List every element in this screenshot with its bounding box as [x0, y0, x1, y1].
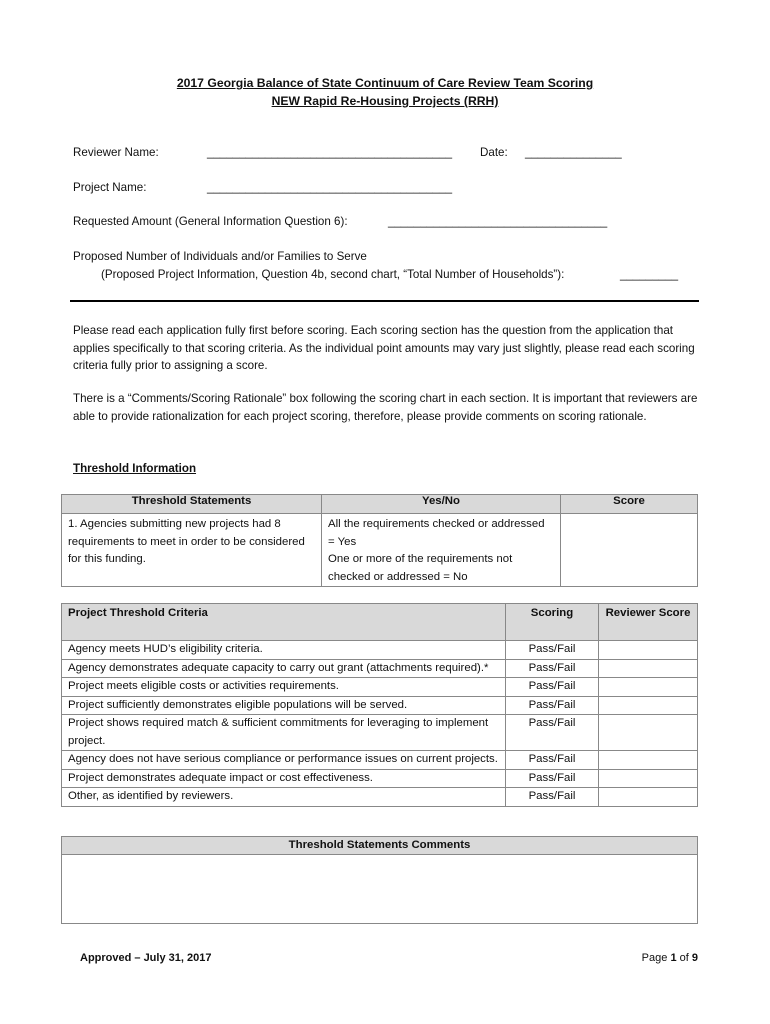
instructions-paragraph-2: There is a “Comments/Scoring Rationale” box following the scoring chart in each section. It is important that reviewers are able to provide rationalization for each project scoring, therefore, please provide comments on scoring rationale.: [73, 392, 698, 423]
date-field[interactable]: _______________: [525, 146, 622, 159]
reviewer-score-cell[interactable]: [599, 788, 698, 807]
reviewer-score-cell[interactable]: [599, 678, 698, 697]
requested-amount-label: Requested Amount (General Information Question 6):: [73, 215, 348, 228]
table-row: [62, 788, 698, 807]
table-row: [62, 715, 698, 751]
threshold-col-score: Score: [561, 495, 698, 514]
document-title: 2017 Georgia Balance of State Continuum of Care Review Team Scoring: [176, 76, 594, 90]
criteria-text: Agency meets HUD’s eligibility criteria.: [62, 641, 506, 660]
instructions-paragraph-1: Please read each application fully first before scoring. Each scoring section has the question from the application that applies specifically to that scoring criteria. As the individual point amounts may vary just slightly, please read each scoring criteria fully prior to assigning a score.: [73, 324, 695, 372]
criteria-text: Agency demonstrates adequate capacity to carry out grant (attachments required).*: [62, 659, 506, 678]
page-number: [642, 952, 698, 964]
threshold-table: [61, 494, 698, 587]
reviewer-name-label: Reviewer Name:: [73, 146, 159, 159]
reviewer-score-cell[interactable]: [599, 769, 698, 788]
reviewer-score-cell[interactable]: [599, 641, 698, 660]
table-row: [62, 696, 698, 715]
page-of: of: [679, 952, 689, 964]
threshold-yes-text: All the requirements checked or addressed = Yes: [328, 518, 545, 548]
requested-amount-field[interactable]: __________________________________: [388, 215, 608, 228]
threshold-heading: Threshold Information: [73, 462, 197, 475]
criteria-col-criteria: Project Threshold Criteria: [62, 604, 506, 641]
table-row: [62, 678, 698, 697]
page-total: 9: [691, 952, 698, 964]
table-row: [62, 641, 698, 660]
page-prefix: Page: [641, 952, 668, 964]
proposed-number-label: Proposed Number of Individuals and/or Families to Serve: [73, 250, 367, 263]
criteria-scoring: Pass/Fail: [506, 769, 599, 788]
project-name-label: Project Name:: [73, 181, 147, 194]
criteria-scoring: Pass/Fail: [506, 641, 599, 660]
criteria-scoring: Pass/Fail: [506, 678, 599, 697]
criteria-table: [61, 603, 698, 807]
criteria-col-scoring: Scoring: [506, 604, 599, 641]
page-current: 1: [670, 952, 677, 964]
threshold-no-text: One or more of the requirements not checked or addressed = No: [328, 553, 513, 583]
reviewer-score-cell[interactable]: [599, 696, 698, 715]
criteria-scoring: Pass/Fail: [506, 696, 599, 715]
threshold-col-yes-no: Yes/No: [322, 495, 561, 514]
reviewer-score-cell[interactable]: [599, 751, 698, 770]
section-divider: [70, 300, 699, 302]
proposed-number-field[interactable]: _________: [620, 268, 679, 281]
criteria-scoring: Pass/Fail: [506, 788, 599, 807]
criteria-scoring: Pass/Fail: [506, 659, 599, 678]
table-row: [62, 659, 698, 678]
document-subtitle: NEW Rapid Re-Housing Projects (RRH): [271, 94, 499, 108]
comments-box[interactable]: [62, 855, 698, 924]
criteria-text: Project meets eligible costs or activities requirements.: [62, 678, 506, 697]
criteria-text: Project demonstrates adequate impact or cost effectiveness.: [62, 769, 506, 788]
date-label: Date:: [480, 146, 508, 159]
reviewer-name-field[interactable]: ______________________________________: [207, 146, 453, 159]
criteria-col-reviewer-score: Reviewer Score: [599, 604, 698, 641]
table-row: [62, 769, 698, 788]
project-name-field[interactable]: ______________________________________: [207, 181, 453, 194]
threshold-score-cell[interactable]: [561, 514, 698, 587]
threshold-yes-no: [322, 514, 561, 587]
criteria-text: Project sufficiently demonstrates eligible populations will be served.: [62, 696, 506, 715]
proposed-number-sublabel: (Proposed Project Information, Question 4b, second chart, “Total Number of Households”):: [101, 268, 565, 281]
criteria-text: Other, as identified by reviewers.: [62, 788, 506, 807]
approved-date: Approved – July 31, 2017: [80, 952, 212, 964]
table-row: [62, 751, 698, 770]
criteria-scoring: Pass/Fail: [506, 715, 599, 751]
criteria-text: Project shows required match & sufficient commitments for leveraging to implement project.: [62, 715, 506, 751]
comments-heading: Threshold Statements Comments: [62, 837, 698, 855]
threshold-statement: 1. Agencies submitting new projects had 8 requirements to meet in order to be considered for this funding.: [62, 514, 322, 587]
reviewer-score-cell[interactable]: [599, 715, 698, 751]
table-row: [62, 514, 698, 587]
criteria-text: Agency does not have serious compliance or performance issues on current projects.: [62, 751, 506, 770]
threshold-col-statements: Threshold Statements: [62, 495, 322, 514]
criteria-scoring: Pass/Fail: [506, 751, 599, 770]
comments-table: [61, 836, 698, 924]
reviewer-score-cell[interactable]: [599, 659, 698, 678]
